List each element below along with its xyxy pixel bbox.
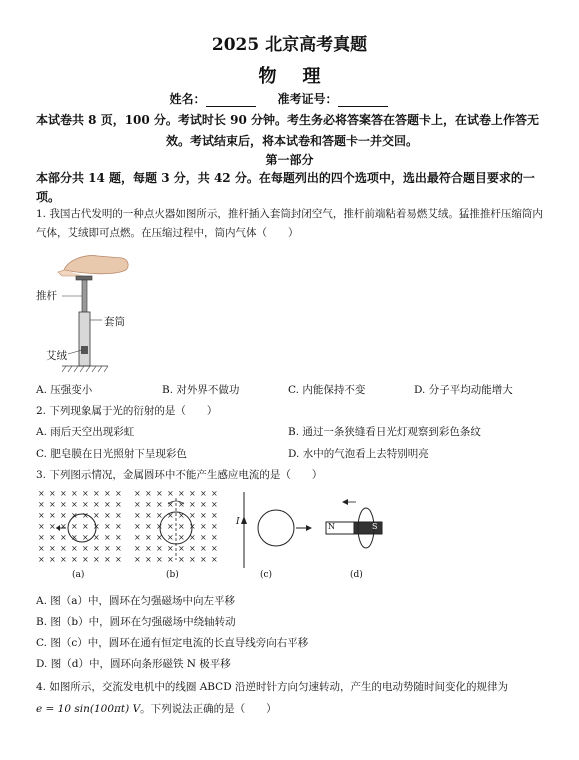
exam-no-blank [338,94,388,107]
field-cross-mark: × [178,533,185,542]
field-cross-mark: × [38,555,45,564]
field-cross-mark: × [49,522,56,531]
field-cross-mark: × [38,511,45,520]
subject-title: 物理 [258,66,347,87]
field-cross-mark: × [115,500,122,509]
field-cross-mark: × [60,511,67,520]
field-cross-mark: × [104,500,111,509]
field-cross-mark: × [178,500,185,509]
field-cross-mark: × [60,533,67,542]
fig-caption-b: (b) [166,570,179,580]
field-cross-mark: × [200,511,207,520]
field-cross-mark: × [156,555,163,564]
q1-stem: 1. 我国古代发明的一种点火器如图所示，推杆插入套筒封闭空气，推杆前端粘着易燃艾绒。猛推推杆压缩筒内气体，艾绒即可点燃。在压缩过程中，筒内气体（ ） [36,208,543,239]
field-cross-mark: × [82,489,89,498]
q3-figures [36,488,396,586]
field-cross-mark: × [178,522,185,531]
q3-option-b[interactable]: B. 图（b）中，圆环在匀强磁场中绕轴转动 [36,616,236,628]
field-cross-mark: × [167,511,174,520]
field-cross-mark: × [71,533,78,542]
q2-option-a[interactable]: A. 雨后天空出现彩虹 [36,426,135,438]
q1-option-c[interactable]: C. 内能保持不变 [288,384,366,396]
field-cross-mark: × [145,522,152,531]
field-cross-mark: × [167,489,174,498]
field-cross-mark: × [145,555,152,564]
field-cross-mark: × [189,533,196,542]
q1-option-d[interactable]: D. 分子平均动能增大 [414,384,513,396]
field-cross-mark: × [156,500,163,509]
field-cross-mark: × [104,555,111,564]
field-cross-mark: × [200,555,207,564]
field-cross-mark: × [156,511,163,520]
field-cross-mark: × [60,522,67,531]
field-cross-mark: × [211,555,218,564]
field-cross-mark: × [71,522,78,531]
magnet-s-label: S [372,522,378,531]
notice-line-2: 效。考试结束后，将本试卷和答题卡一并交回。 [165,134,418,148]
current-label: I [236,517,240,527]
field-cross-mark: × [82,500,89,509]
field-cross-mark: × [156,533,163,542]
field-cross-mark: × [60,544,67,553]
fig-caption-a: (a) [72,570,85,580]
field-cross-mark: × [145,511,152,520]
field-cross-mark: × [145,533,152,542]
field-cross-mark: × [49,544,56,553]
name-label: 姓名： [169,92,206,106]
field-cross-mark: × [134,533,141,542]
candidate-info [0,90,579,107]
q4-tail: 。下列说法正确的是（ ） [140,703,277,715]
field-cross-mark: × [178,555,185,564]
q2-options-row1 [36,424,548,442]
q1-option-b[interactable]: B. 对外界不做功 [162,384,240,396]
exam-notice [36,110,548,152]
field-cross-mark: × [115,533,122,542]
q2-options-row2 [36,446,548,464]
q4-formula: e = 10 sin(100πt) V [36,703,141,715]
field-cross-mark: × [60,555,67,564]
field-cross-mark: × [134,555,141,564]
field-cross-mark: × [200,544,207,553]
sleeve-shape [79,312,90,366]
moxa-shape [81,346,88,354]
name-blank [206,94,256,107]
field-cross-mark: × [60,500,67,509]
q2-option-d[interactable]: D. 水中的气泡看上去特别明亮 [288,448,429,460]
field-cross-mark: × [134,489,141,498]
field-cross-mark: × [115,522,122,531]
field-cross-mark: × [115,555,122,564]
arrow-right-icon [306,525,312,531]
magnet-n-label: N [328,522,335,531]
field-cross-mark: × [71,500,78,509]
field-cross-mark: × [49,500,56,509]
field-cross-mark: × [49,489,56,498]
field-cross-mark: × [134,511,141,520]
exam-no-label: 准考证号： [277,92,338,106]
moxa-label: 艾绒 [46,350,67,362]
current-arrow-icon [241,516,247,524]
q1-options [36,382,548,400]
field-cross-mark: × [104,544,111,553]
sleeve-label: 套筒 [104,316,125,328]
field-cross-mark: × [167,544,174,553]
field-cross-mark: × [167,555,174,564]
field-a-crosses [38,489,122,564]
field-cross-mark: × [93,489,100,498]
field-cross-mark: × [134,522,141,531]
field-cross-mark: × [134,544,141,553]
field-cross-mark: × [189,522,196,531]
field-cross-mark: × [82,555,89,564]
field-cross-mark: × [71,555,78,564]
field-cross-mark: × [189,489,196,498]
field-cross-mark: × [49,533,56,542]
notice-line-1: 本试卷共 8 页，100 分。考试时长 90 分钟。考生务必将答案答在答题卡上，在试卷上作答无 [36,113,539,127]
q3-option-c[interactable]: C. 图（c）中，圆环在通有恒定电流的长直导线旁向右平移 [36,637,309,649]
q4-formula-line [36,700,548,719]
field-cross-mark: × [167,522,174,531]
field-cross-mark: × [93,533,100,542]
field-cross-mark: × [189,511,196,520]
q4-stem: 4. 如图所示，交流发电机中的线圈 ABCD 沿逆时针方向匀速转动，产生的电动势随时间变化的规律为 [36,681,508,693]
field-cross-mark: × [211,500,218,509]
field-cross-mark: × [115,489,122,498]
field-cross-mark: × [71,489,78,498]
field-cross-mark: × [38,533,45,542]
field-cross-mark: × [49,555,56,564]
arrow-left-icon-d [342,499,348,505]
field-cross-mark: × [38,489,45,498]
field-cross-mark: × [178,511,185,520]
q2-option-b[interactable]: B. 通过一条狭缝看日光灯观察到彩色条纹 [288,426,481,438]
q2-stem: 2. 下列现象属于光的衍射的是（ ） [36,405,218,417]
field-cross-mark: × [145,544,152,553]
field-cross-mark: × [49,511,56,520]
field-cross-mark: × [211,489,218,498]
field-cross-mark: × [38,522,45,531]
field-cross-mark: × [156,544,163,553]
field-cross-mark: × [93,500,100,509]
rod-label: 推杆 [36,290,57,302]
field-cross-mark: × [211,533,218,542]
exam-title: 2025 北京高考真题 [211,35,368,55]
field-cross-mark: × [104,522,111,531]
field-cross-mark: × [104,489,111,498]
field-cross-mark: × [71,544,78,553]
field-cross-mark: × [93,511,100,520]
field-cross-mark: × [93,522,100,531]
field-cross-mark: × [115,544,122,553]
arrow-left-icon [56,525,60,531]
field-cross-mark: × [178,544,185,553]
part-title: 第一部分 [265,153,314,167]
rod-shape [82,280,87,314]
field-cross-mark: × [200,533,207,542]
field-cross-mark: × [71,511,78,520]
field-cross-mark: × [167,500,174,509]
field-cross-mark: × [145,500,152,509]
field-cross-mark: × [200,489,207,498]
q2-option-c[interactable]: C. 肥皂膜在日光照射下呈现彩色 [36,448,187,460]
part-intro: 本部分共 14 题，每题 3 分，共 42 分。在每题列出的四个选项中，选出最符合题目要求的一项。 [36,171,535,204]
ring-c [258,510,294,546]
hand-icon [64,256,128,274]
field-cross-mark: × [156,489,163,498]
field-cross-mark: × [60,489,67,498]
field-cross-mark: × [38,500,45,509]
field-cross-mark: × [38,544,45,553]
field-cross-mark: × [93,555,100,564]
field-cross-mark: × [134,500,141,509]
field-cross-mark: × [156,522,163,531]
field-cross-mark: × [104,533,111,542]
field-cross-mark: × [104,511,111,520]
field-cross-mark: × [189,555,196,564]
field-cross-mark: × [200,522,207,531]
field-cross-mark: × [189,500,196,509]
fig-caption-c: (c) [260,570,273,580]
field-cross-mark: × [93,544,100,553]
field-cross-mark: × [115,511,122,520]
fig-caption-d: (d) [350,570,363,580]
field-cross-mark: × [145,489,152,498]
field-cross-mark: × [211,511,218,520]
field-cross-mark: × [211,522,218,531]
field-cross-mark: × [178,489,185,498]
field-cross-mark: × [167,533,174,542]
field-cross-mark: × [82,511,89,520]
q3-stem: 3. 下列图示情况，金属圆环中不能产生感应电流的是（ ） [36,469,323,481]
field-cross-mark: × [82,522,89,531]
q1-option-a[interactable]: A. 压强变小 [36,384,93,396]
field-cross-mark: × [189,544,196,553]
q3-option-d[interactable]: D. 图（d）中，圆环向条形磁铁 N 极平移 [36,658,231,670]
q3-option-a[interactable]: A. 图（a）中，圆环在匀强磁场中向左平移 [36,595,236,607]
field-cross-mark: × [211,544,218,553]
field-cross-mark: × [200,500,207,509]
field-cross-mark: × [82,544,89,553]
field-cross-mark: × [82,533,89,542]
